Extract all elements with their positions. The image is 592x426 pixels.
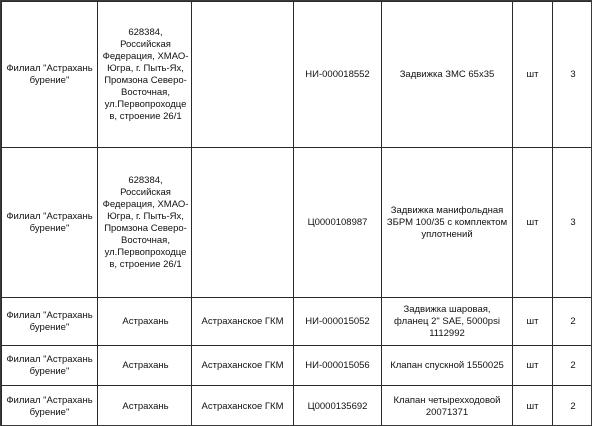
address-cell: Астрахань xyxy=(98,386,192,426)
table-row xyxy=(2,2,592,148)
table-row xyxy=(2,386,592,426)
unit-cell: шт xyxy=(513,298,553,346)
code-cell: Ц0000108987 xyxy=(294,148,382,298)
item-name-cell: Клапан четырехходовой 20071371 xyxy=(382,386,513,426)
quantity-cell: 2 xyxy=(553,386,592,426)
quantity-cell: 2 xyxy=(553,298,592,346)
field-cell: Астраханское ГКМ xyxy=(192,298,294,346)
field-cell xyxy=(192,148,294,298)
code-cell: НИ-000015052 xyxy=(294,298,382,346)
item-name-cell: Задвижка шаровая, фланец 2" SAE, 5000psi 1112992 xyxy=(382,298,513,346)
materials-table xyxy=(1,1,592,426)
quantity-cell: 2 xyxy=(553,346,592,386)
address-cell: 628384, Российская Федерация, ХМАО- Югра, г. Пыть-Ях, Промзона Северо- Восточная, ул.Первопроходце в, строение 26/1 xyxy=(98,2,192,148)
code-cell: НИ-000015056 xyxy=(294,346,382,386)
item-name-cell: Задвижка ЗМС 65х35 xyxy=(382,2,513,148)
branch-cell: Филиал "Астрахань бурение" xyxy=(2,346,98,386)
address-cell: 628384, Российская Федерация, ХМАО- Югра, г. Пыть-Ях, Промзона Северо- Восточная, ул.Первопроходце в, строение 26/1 xyxy=(98,148,192,298)
quantity-cell: 3 xyxy=(553,148,592,298)
branch-cell: Филиал "Астрахань бурение" xyxy=(2,386,98,426)
branch-cell: Филиал "Астрахань бурение" xyxy=(2,148,98,298)
unit-cell: шт xyxy=(513,2,553,148)
unit-cell: шт xyxy=(513,386,553,426)
address-cell: Астрахань xyxy=(98,298,192,346)
table-row xyxy=(2,346,592,386)
address-cell: Астрахань xyxy=(98,346,192,386)
field-cell: Астраханское ГКМ xyxy=(192,346,294,386)
table-row xyxy=(2,148,592,298)
field-cell xyxy=(192,2,294,148)
branch-cell: Филиал "Астрахань бурение" xyxy=(2,298,98,346)
item-name-cell: Клапан спускной 1550025 xyxy=(382,346,513,386)
unit-cell: шт xyxy=(513,148,553,298)
field-cell: Астраханское ГКМ xyxy=(192,386,294,426)
branch-cell: Филиал "Астрахань бурение" xyxy=(2,2,98,148)
code-cell: НИ-000018552 xyxy=(294,2,382,148)
unit-cell: шт xyxy=(513,346,553,386)
code-cell: Ц0000135692 xyxy=(294,386,382,426)
item-name-cell: Задвижка манифольдная ЗБРМ 100/35 с комплектом уплотнений xyxy=(382,148,513,298)
quantity-cell: 3 xyxy=(553,2,592,148)
table-row xyxy=(2,298,592,346)
